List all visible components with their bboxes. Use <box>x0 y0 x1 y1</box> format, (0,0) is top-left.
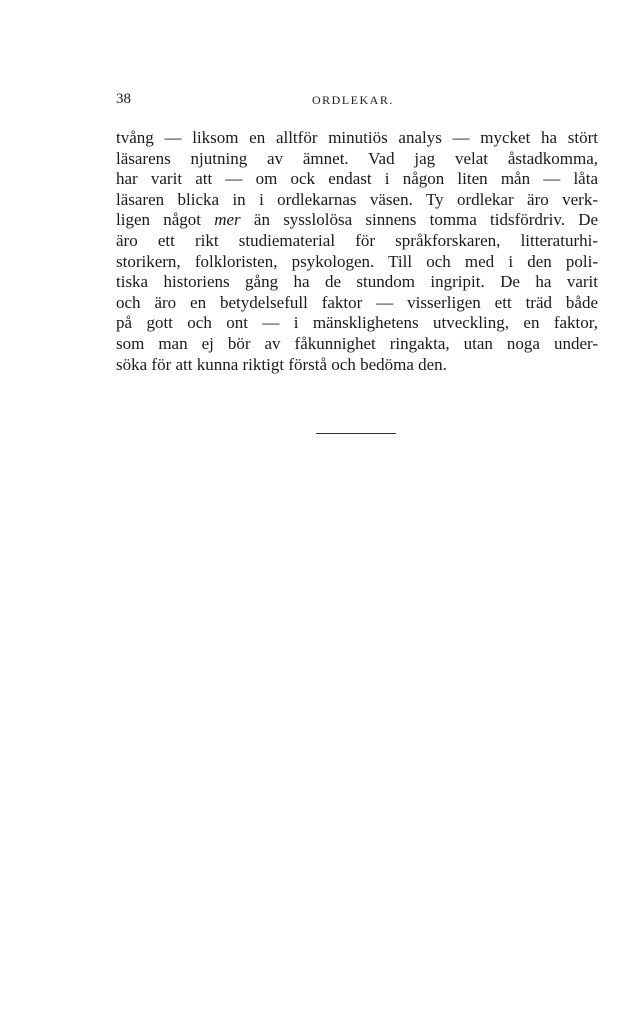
text-line: storikern, folkloristen, psykologen. Till och med i den poli- <box>116 251 598 271</box>
text-line: äro ett rikt studiematerial för språkforskaren, litteraturhi- <box>116 230 598 250</box>
text-line <box>116 210 598 231</box>
text-line: har varit att — om ock endast i någon liten mån — låta <box>116 169 598 189</box>
text-line: läsarens njutning av ämnet. Vad jag velat åstadkomma, <box>116 148 598 168</box>
text-line: på gott och ont — i mänsklighetens utveckling, en faktor, <box>116 313 598 333</box>
page-header <box>116 91 596 113</box>
body-paragraph <box>116 128 598 375</box>
text-line: som man ej bör av fåkunnighet ringakta, utan noga under- <box>116 333 598 353</box>
italic-word: mer <box>214 210 241 230</box>
text-line: läsaren blicka in i ordlekarnas väsen. Ty ordlekar äro verk- <box>116 189 598 209</box>
text-segment: ligen något <box>116 210 201 230</box>
text-line: söka för att kunna riktigt förstå och bedöma den. <box>116 354 447 374</box>
text-line: tvång — liksom en alltför minutiös analys — mycket ha stört <box>116 128 598 147</box>
text-line: tiska historiens gång ha de stundom ingripit. De ha varit <box>116 272 598 292</box>
running-head: ORDLEKAR. <box>312 93 394 107</box>
section-divider <box>316 433 396 434</box>
page-number: 38 <box>116 91 131 107</box>
text-line: och äro en betydelsefull faktor — visserligen ett träd både <box>116 292 598 312</box>
text-segment: än sysslolösa sinnens tomma tidsfördriv. De <box>253 210 599 230</box>
